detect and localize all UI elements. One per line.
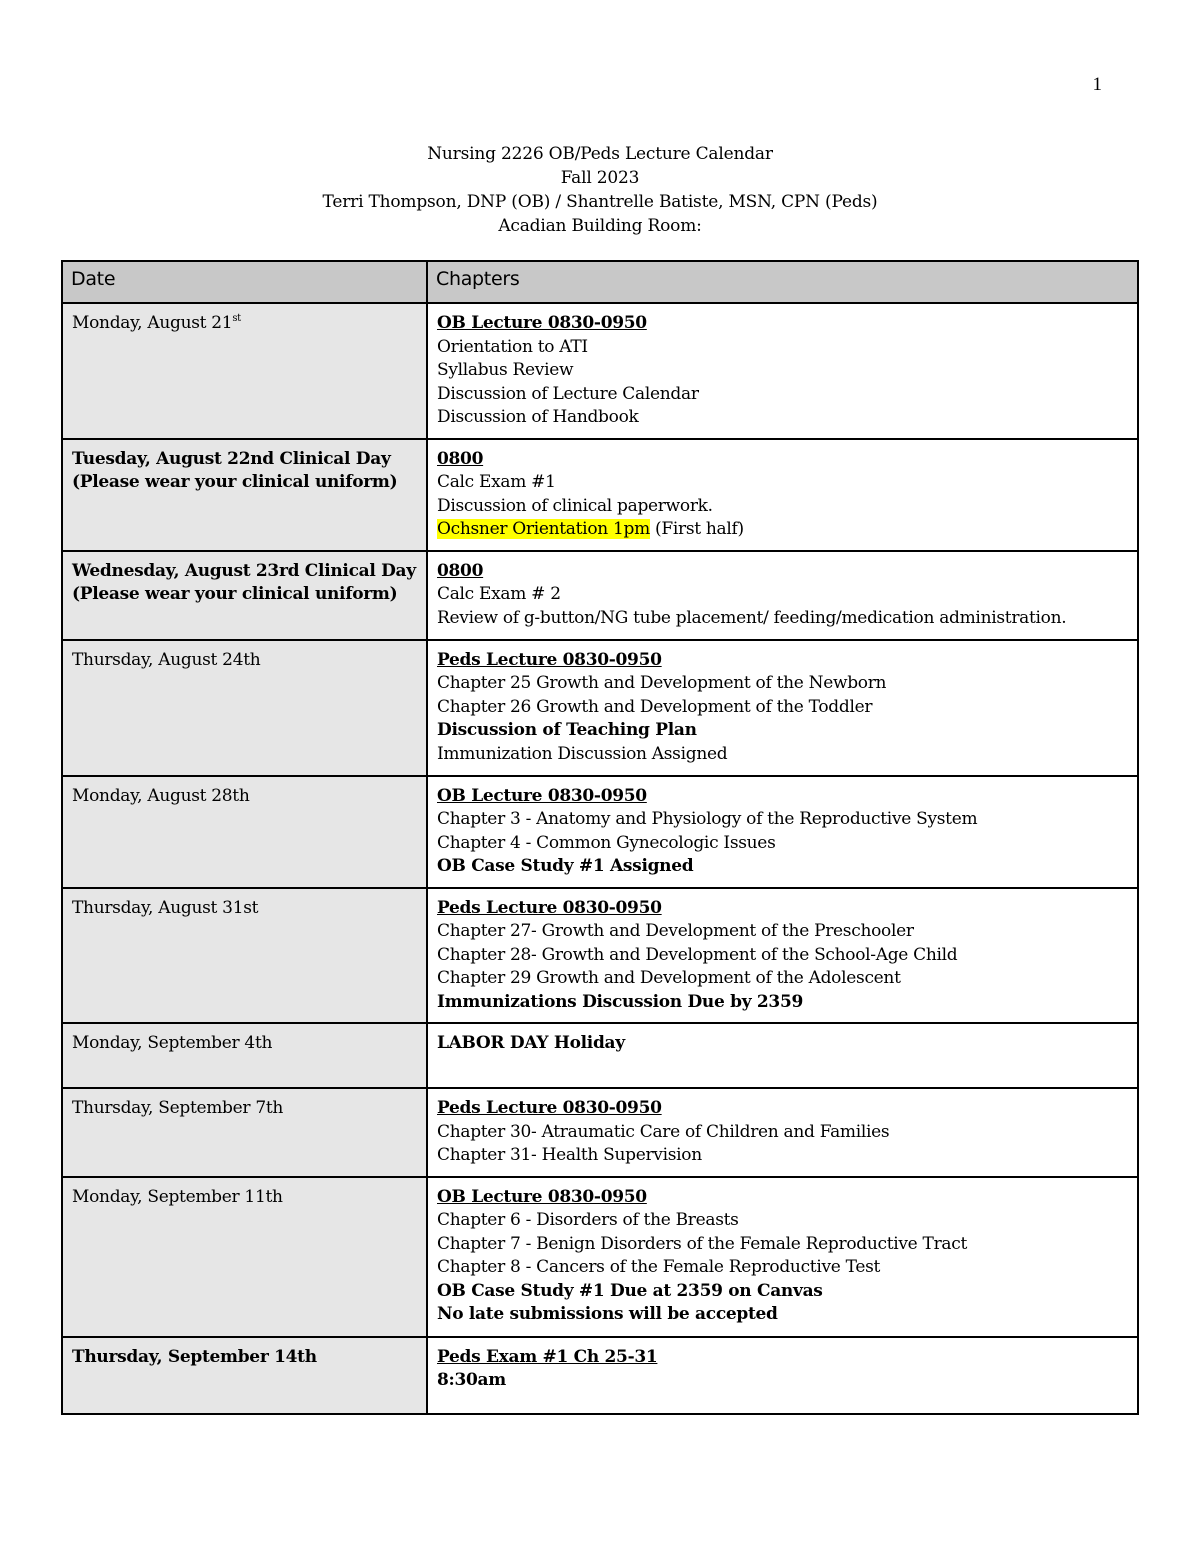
chapter-line: Syllabus Review	[437, 360, 574, 380]
exam-time: 8:30am	[437, 1370, 506, 1390]
date-note: (Please wear your clinical uniform)	[72, 584, 398, 604]
date-cell	[62, 1088, 427, 1177]
date-cell	[62, 888, 427, 1024]
table-row	[62, 640, 1138, 776]
session-heading: Peds Exam #1 Ch 25-31	[437, 1346, 658, 1367]
chapter-line: Chapter 26 Growth and Development of the Toddler	[437, 696, 873, 717]
chapters-cell	[427, 303, 1138, 439]
assignment-line: OB Case Study #1 Assigned	[437, 856, 694, 876]
chapter-line: Chapter 8 - Cancers of the Female Reproductive Test	[437, 1257, 881, 1277]
chapter-line: Chapter 28- Growth and Development of the School-Age Child	[437, 944, 958, 965]
instructors: Terri Thompson, DNP (OB) / Shantrelle Batiste, MSN, CPN (Peds)	[322, 192, 878, 212]
session-heading: Peds Lecture 0830-0950	[437, 1098, 662, 1118]
lecture-calendar-table	[61, 260, 1139, 1415]
table-row	[62, 776, 1138, 888]
date-note: (Please wear your clinical uniform)	[72, 472, 398, 492]
chapters-cell	[427, 888, 1138, 1024]
document-header	[0, 142, 1200, 238]
date-text: Thursday, September 7th	[72, 1098, 284, 1118]
chapter-line	[437, 518, 1129, 542]
date-cell	[62, 1023, 427, 1088]
chapters-cell	[427, 1177, 1138, 1337]
session-heading: OB Lecture 0830-0950	[437, 785, 647, 806]
assignment-line: No late submissions will be accepted	[437, 1304, 778, 1324]
date-cell	[62, 1337, 427, 1414]
chapter-line: Chapter 6 - Disorders of the Breasts	[437, 1210, 739, 1230]
date-text: Thursday, September 14th	[72, 1346, 317, 1367]
chapter-line: Chapter 7 - Benign Disorders of the Female Reproductive Tract	[437, 1233, 967, 1254]
session-heading: 0800	[437, 560, 484, 581]
chapter-line: Calc Exam # 2	[437, 584, 561, 604]
date-cell	[62, 439, 427, 551]
note-text: (First half)	[649, 519, 744, 539]
chapters-cell	[427, 776, 1138, 888]
chapters-cell	[427, 551, 1138, 640]
session-heading: Peds Lecture 0830-0950	[437, 897, 662, 918]
table-row	[62, 551, 1138, 640]
table-row	[62, 439, 1138, 551]
chapter-line: Immunization Discussion Assigned	[437, 743, 728, 764]
date-cell	[62, 776, 427, 888]
column-header-chapters: Chapters	[427, 261, 1138, 303]
table-row	[62, 1337, 1138, 1414]
course-title: Nursing 2226 OB/Peds Lecture Calendar	[427, 144, 773, 164]
date-cell	[62, 1177, 427, 1337]
highlighted-text: Ochsner Orientation 1pm	[437, 519, 650, 539]
assignment-line: OB Case Study #1 Due at 2359 on Canvas	[437, 1280, 823, 1301]
chapter-line: Discussion of Handbook	[437, 407, 639, 427]
assignment-line: Discussion of Teaching Plan	[437, 720, 697, 740]
assignment-line: Immunizations Discussion Due by 2359	[437, 991, 804, 1012]
chapter-line: Chapter 25 Growth and Development of the Newborn	[437, 673, 887, 693]
chapter-line: Discussion of clinical paperwork.	[437, 495, 713, 516]
chapters-cell	[427, 439, 1138, 551]
date-text: Monday, August 28th	[72, 785, 250, 806]
chapter-line: Chapter 27- Growth and Development of the Preschooler	[437, 921, 914, 941]
date-suffix: st	[232, 313, 241, 324]
chapters-cell	[427, 1088, 1138, 1177]
chapter-line: Chapter 30- Atraumatic Care of Children and Families	[437, 1121, 890, 1142]
date-text: Monday, September 11th	[72, 1186, 283, 1207]
session-heading: OB Lecture 0830-0950	[437, 1186, 647, 1207]
date-cell	[62, 303, 427, 439]
date-text: Monday, September 4th	[72, 1033, 273, 1053]
table-row	[62, 1088, 1138, 1177]
table-row	[62, 1023, 1138, 1088]
chapter-line: Chapter 3 - Anatomy and Physiology of the Reproductive System	[437, 809, 978, 829]
date-cell	[62, 551, 427, 640]
date-text: Wednesday, August 23rd Clinical Day	[72, 560, 416, 581]
date-cell	[62, 640, 427, 776]
date-text: Monday, August 21	[72, 313, 233, 333]
chapter-line: Review of g-button/NG tube placement/ feeding/medication administration.	[437, 607, 1067, 628]
table-row	[62, 303, 1138, 439]
table-header-row	[62, 261, 1138, 303]
chapter-line: Chapter 4 - Common Gynecologic Issues	[437, 832, 776, 853]
chapters-cell	[427, 640, 1138, 776]
room: Acadian Building Room:	[498, 216, 702, 236]
page-number: 1	[1092, 74, 1102, 95]
holiday-line: LABOR DAY Holiday	[437, 1033, 625, 1053]
date-text: Thursday, August 24th	[72, 649, 261, 670]
date-text: Tuesday, August 22nd Clinical Day	[72, 448, 391, 469]
table-row	[62, 888, 1138, 1024]
column-header-date: Date	[62, 261, 427, 303]
session-heading: OB Lecture 0830-0950	[437, 313, 647, 333]
chapter-line: Chapter 31- Health Supervision	[437, 1145, 702, 1165]
session-heading: Peds Lecture 0830-0950	[437, 649, 662, 670]
chapter-line: Chapter 29 Growth and Development of the Adolescent	[437, 968, 901, 988]
date-text: Thursday, August 31st	[72, 897, 259, 918]
table-row	[62, 1177, 1138, 1337]
chapter-line: Calc Exam #1	[437, 472, 556, 492]
term: Fall 2023	[560, 168, 640, 188]
chapters-cell	[427, 1337, 1138, 1414]
chapter-line: Discussion of Lecture Calendar	[437, 383, 699, 404]
chapter-line: Orientation to ATI	[437, 336, 588, 357]
session-heading: 0800	[437, 448, 484, 469]
chapters-cell	[427, 1023, 1138, 1088]
